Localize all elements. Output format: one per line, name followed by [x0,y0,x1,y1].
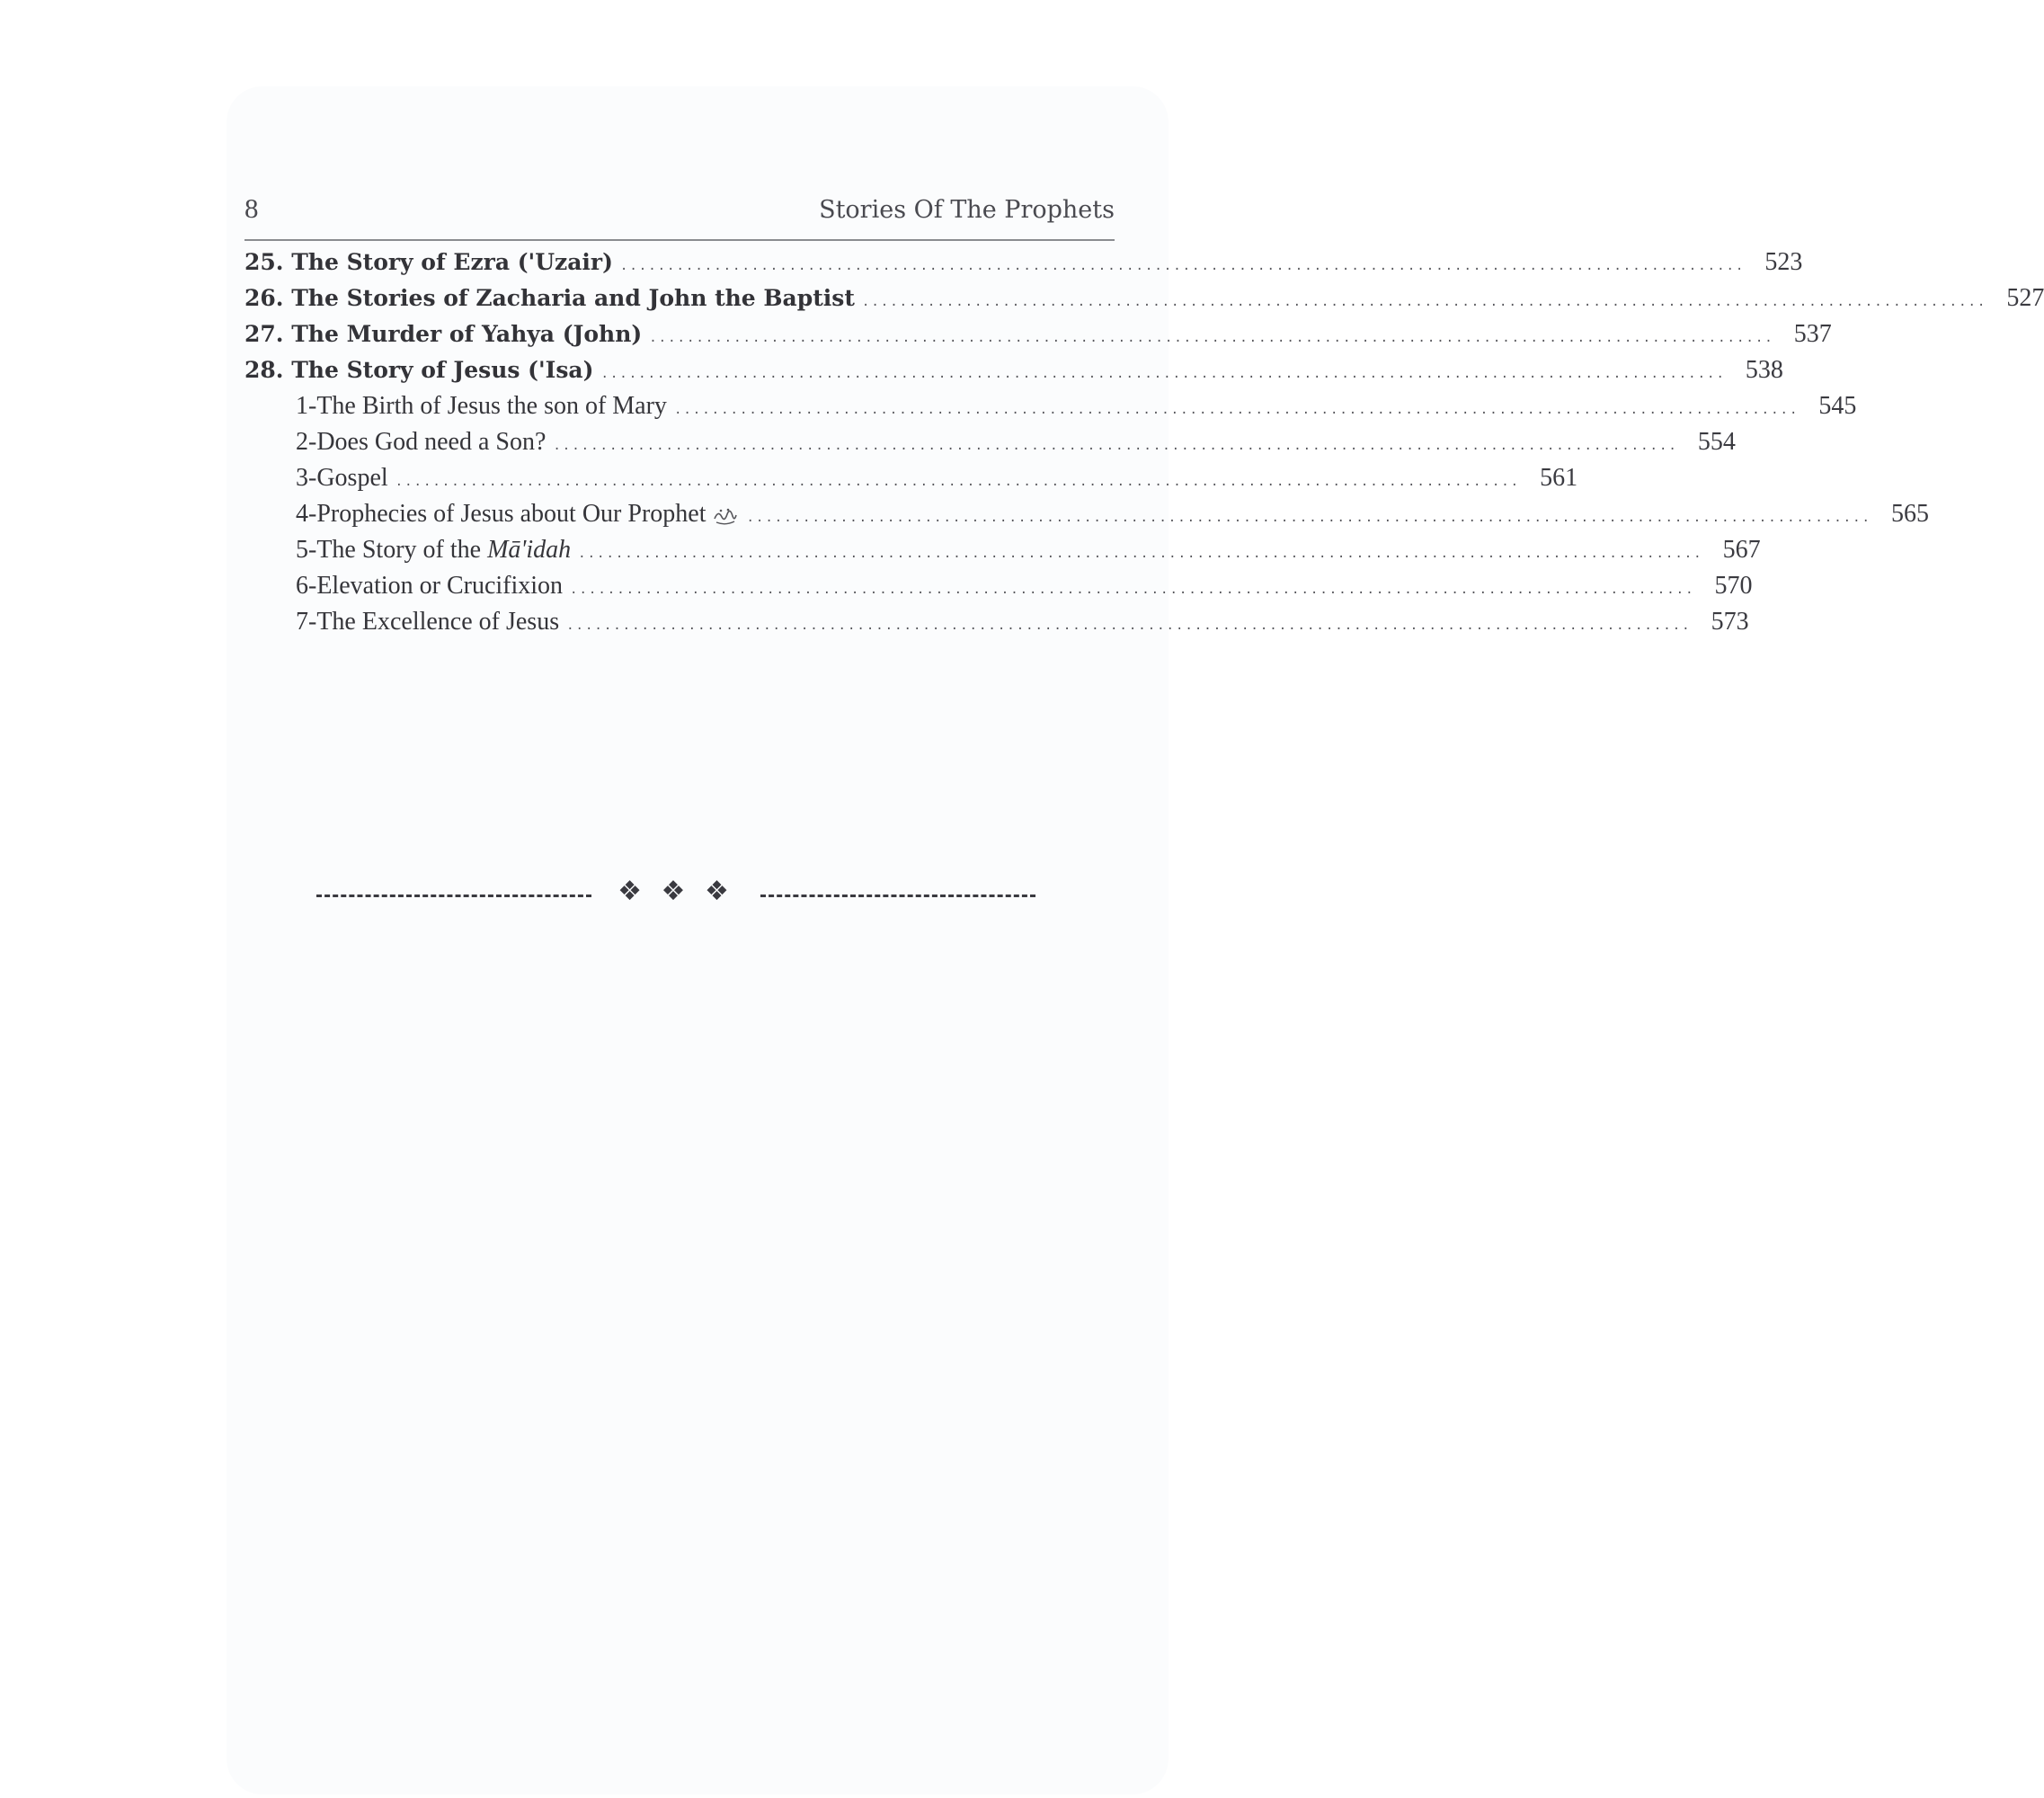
diamond-ornament-icon: ❖ ❖ ❖ [618,876,734,907]
toc-entry-title: 27. The Murder of Yahya (John) [244,321,643,347]
toc-entry-page: 554 [1697,428,1736,456]
dot-leader: ........................................................................................................................ [673,403,1800,417]
toc-entry-page: 570 [1714,572,1753,600]
toc-entry-title: 5-The Story of the [296,536,482,564]
page-header [244,192,1115,241]
toc-entry-title: 7-The Excellence of Jesus [296,608,560,636]
dot-leader: ........................................................................................................................ [570,583,1695,597]
toc-entry-title: 3-Gospel [296,464,388,492]
toc-entry-title: 25. The Story of Ezra ('Uzair) [244,249,613,275]
honorific-seal-icon [712,506,739,526]
section-divider [316,877,1035,913]
toc-entry-page: 573 [1711,608,1749,636]
toc-entry-page: 537 [1793,320,1832,348]
toc-entry-title: 1-The Birth of Jesus the son of Mary [296,392,667,420]
toc-entry-page: 545 [1818,392,1857,420]
toc-subentry-3[interactable] [244,464,1578,500]
toc-entry-title-wrap [296,536,571,565]
toc-entry-title-wrap [296,500,739,529]
dot-leader: ........................................................................................................................ [619,259,1746,273]
running-title: Stories Of The Prophets [819,196,1115,224]
toc-entry-25[interactable] [244,248,1803,284]
toc-entry-page: 527 [2006,284,2044,312]
dot-leader: ........................................................................................................................ [861,295,1987,309]
dot-leader: ........................................................................................................................ [649,331,1774,345]
toc-entry-title: 28. The Story of Jesus ('Isa) [244,357,594,383]
toc-entry-title-italic: Mā'idah [487,536,572,564]
toc-entry-page: 538 [1745,356,1783,384]
toc-entry-title: 4-Prophecies of Jesus about Our Prophet [296,500,707,528]
toc-entry-page: 567 [1722,536,1761,564]
divider-dash-left [316,895,591,897]
dot-leader: ........................................................................................................................ [395,475,1521,489]
toc-subentry-2[interactable] [244,428,1736,464]
toc-entry-page: 561 [1540,464,1578,492]
divider-dash-right [760,895,1035,897]
toc-subentry-6[interactable] [244,572,1753,608]
dot-leader: ........................................................................................................................ [600,367,1726,381]
toc-entry-28[interactable] [244,356,1783,392]
toc-entry-title: 6-Elevation or Crucifixion [296,572,564,600]
toc-entry-27[interactable] [244,320,1832,356]
toc-entry-page: 565 [1890,500,1929,528]
toc-entry-26[interactable] [244,284,2044,320]
page-number: 8 [244,192,259,224]
toc-subentry-5[interactable] [244,536,1761,572]
dot-leader: ........................................................................................................................ [553,439,1678,453]
toc-entry-page: 523 [1764,248,1803,276]
dot-leader: ........................................................................................................................ [746,511,1871,525]
toc-entry-title: 26. The Stories of Zacharia and John the Baptist [244,285,855,311]
dot-leader: ........................................................................................................................ [566,619,1692,633]
toc-subentry-1[interactable] [244,392,1857,428]
toc-entry-title: 2-Does God need a Son? [296,428,547,456]
toc-subentry-4[interactable] [244,500,1929,536]
dot-leader: ........................................................................................................................ [578,547,1703,561]
toc-subentry-7[interactable] [244,608,1749,644]
table-of-contents [244,248,2044,644]
